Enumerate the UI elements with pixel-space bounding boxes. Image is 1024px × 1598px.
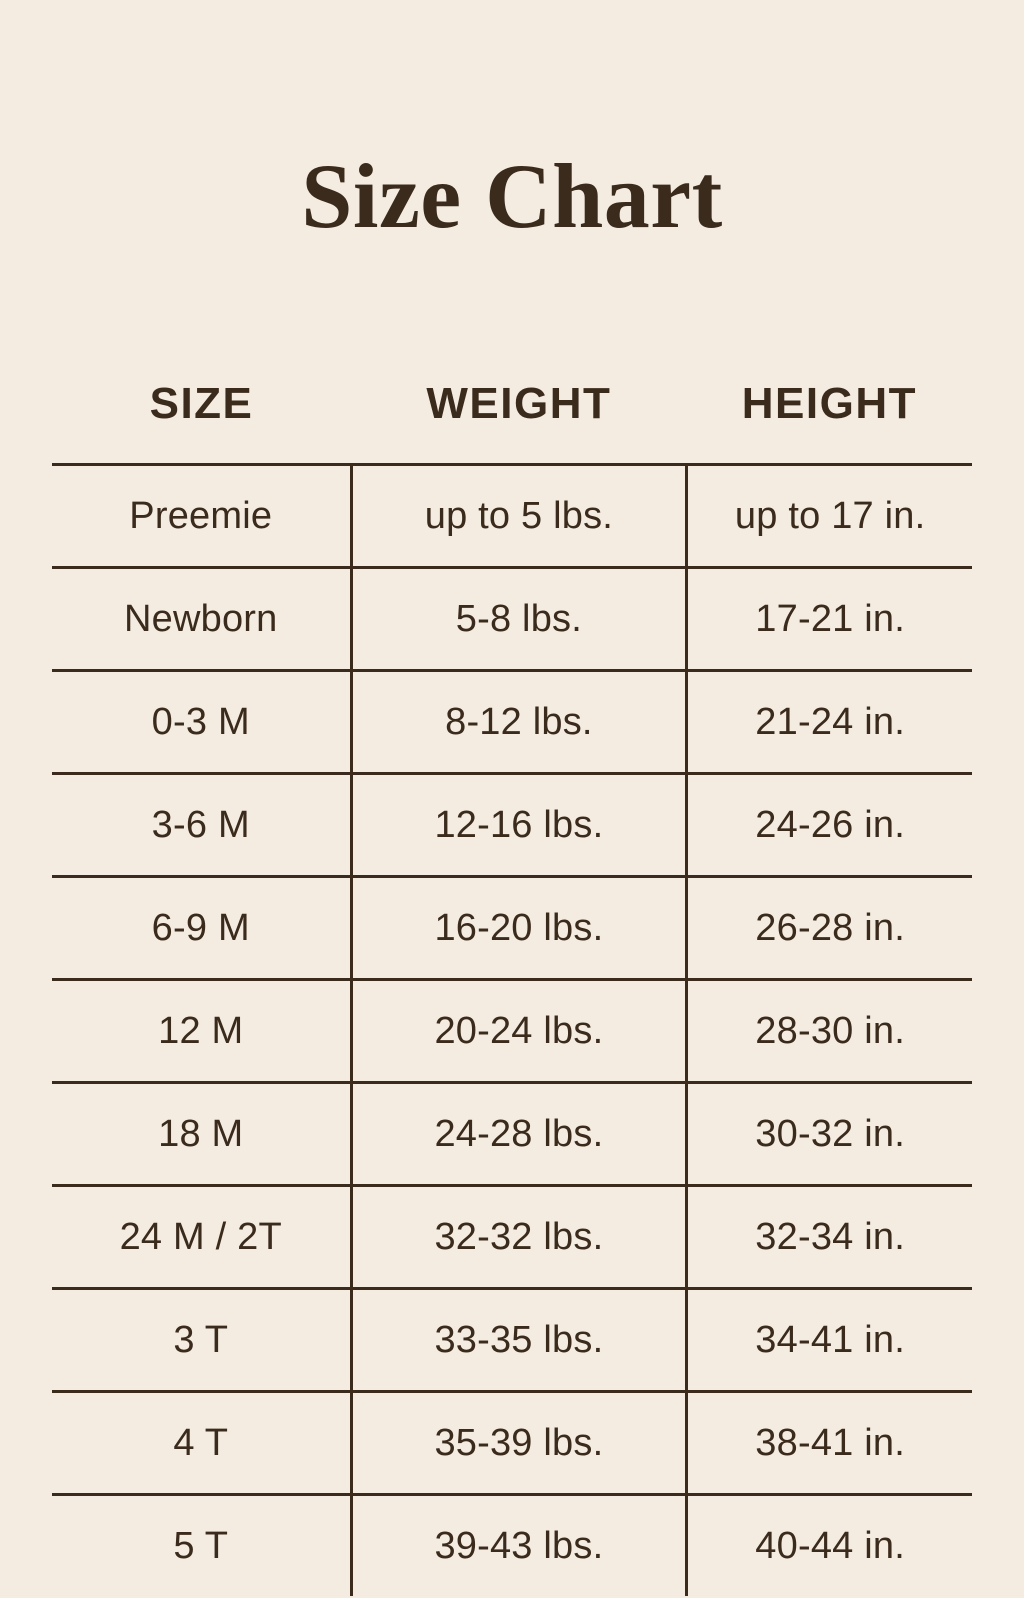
column-header-height: HEIGHT — [741, 379, 918, 429]
cell-size: 4 T — [52, 1392, 351, 1495]
table-row — [52, 465, 972, 568]
table-row — [52, 1083, 972, 1186]
table-row — [52, 1495, 972, 1597]
cell-height: 30-32 in. — [687, 1083, 972, 1186]
size-chart-table — [52, 379, 972, 1596]
cell-weight: 5-8 lbs. — [351, 568, 687, 671]
size-chart-table-wrapper — [52, 303, 972, 1596]
table-row — [52, 671, 972, 774]
page-title: Size Chart — [301, 144, 723, 247]
cell-weight: 16-20 lbs. — [351, 877, 687, 980]
cell-size: 3 T — [52, 1289, 351, 1392]
table-row — [52, 1392, 972, 1495]
cell-size: 24 M / 2T — [52, 1186, 351, 1289]
cell-height: 32-34 in. — [687, 1186, 972, 1289]
cell-weight: 39-43 lbs. — [351, 1495, 687, 1597]
cell-size: 5 T — [52, 1495, 351, 1597]
cell-size: Newborn — [52, 568, 351, 671]
cell-height: 28-30 in. — [687, 980, 972, 1083]
size-chart-page — [0, 62, 1024, 1598]
cell-height: 38-41 in. — [687, 1392, 972, 1495]
column-header-size: SIZE — [149, 379, 254, 429]
cell-height: 26-28 in. — [687, 877, 972, 980]
table-row — [52, 980, 972, 1083]
cell-weight: 20-24 lbs. — [351, 980, 687, 1083]
table-header-row — [52, 379, 972, 465]
cell-height: 40-44 in. — [687, 1495, 972, 1597]
cell-weight: 8-12 lbs. — [351, 671, 687, 774]
cell-weight: 24-28 lbs. — [351, 1083, 687, 1186]
cell-height: 24-26 in. — [687, 774, 972, 877]
table-row — [52, 1186, 972, 1289]
cell-size: 3-6 M — [52, 774, 351, 877]
cell-weight: 33-35 lbs. — [351, 1289, 687, 1392]
cell-weight: 32-32 lbs. — [351, 1186, 687, 1289]
table-row — [52, 877, 972, 980]
table-body — [52, 465, 972, 1597]
cell-height: 21-24 in. — [687, 671, 972, 774]
table-row — [52, 774, 972, 877]
cell-weight: 12-16 lbs. — [351, 774, 687, 877]
cell-size: 6-9 M — [52, 877, 351, 980]
cell-size: Preemie — [52, 465, 351, 568]
cell-size: 0-3 M — [52, 671, 351, 774]
column-header-weight: WEIGHT — [426, 379, 612, 429]
table-row — [52, 568, 972, 671]
table-row — [52, 1289, 972, 1392]
cell-height: 34-41 in. — [687, 1289, 972, 1392]
cell-weight: 35-39 lbs. — [351, 1392, 687, 1495]
cell-height: up to 17 in. — [687, 465, 972, 568]
cell-size: 12 M — [52, 980, 351, 1083]
cell-size: 18 M — [52, 1083, 351, 1186]
table-header — [52, 379, 972, 465]
cell-weight: up to 5 lbs. — [351, 465, 687, 568]
cell-height: 17-21 in. — [687, 568, 972, 671]
